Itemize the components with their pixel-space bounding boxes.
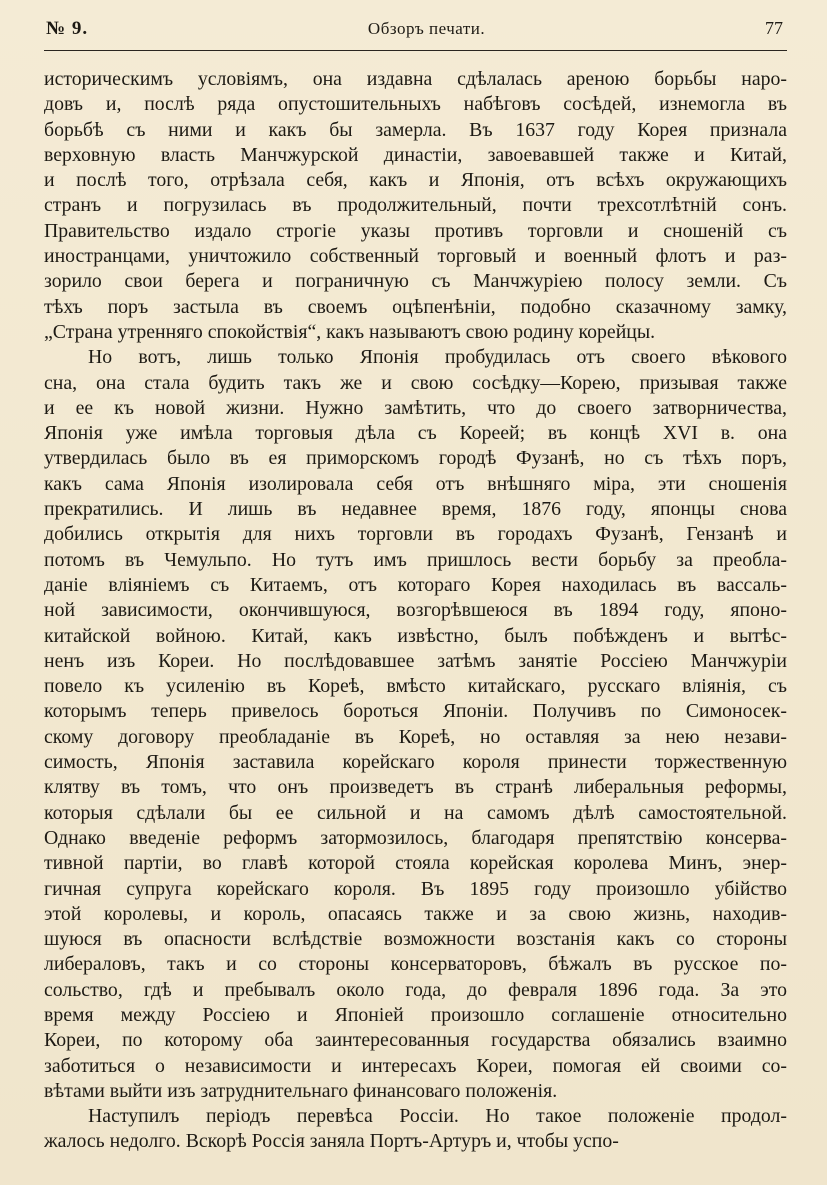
text-line: тѣхъ поръ застыла въ своемъ оцѣпенѣніи, подобно сказачному замку, (44, 295, 787, 318)
text-line: Японія уже имѣла торговыя дѣла съ Кореей; въ концѣ XVI в. она (44, 422, 787, 445)
text-line: потомъ въ Чемульпо. Но тутъ имъ пришлось вести борьбу за преобла- (44, 548, 787, 571)
text-line: даніе вліяніемъ съ Китаемъ, отъ котораго Корея находилась въ вассаль- (44, 573, 787, 596)
text-line: зорило свои берега и пограничную съ Манчжуріею полосу земли. Съ (44, 270, 787, 293)
text-line: странъ и погрузилась въ продолжительный, почти трехсотлѣтній сонъ. (44, 194, 787, 217)
text-line: Но вотъ, лишь только Японія пробудилась отъ своего вѣкового (88, 346, 787, 369)
text-line: симость, Японія заставила корейскаго короля принести торжественную (44, 751, 787, 774)
text-line: и ее къ новой жизни. Нужно замѣтить, что до своего затворничества, (44, 396, 787, 419)
text-line: ненъ изъ Кореи. Но послѣдовавшее затѣмъ занятіе Россіею Манчжуріи (44, 649, 787, 672)
text-line: Однако введеніе реформъ затормозилось, благодаря препятствію консерва- (44, 826, 787, 849)
text-line: иностранцами, уничтожило собственный торговый и военный флотъ и раз- (44, 245, 787, 268)
text-line: какъ сама Японія изолировала себя отъ внѣшняго міра, эти сношенія (44, 472, 787, 495)
page-number: 77 (764, 18, 783, 38)
text-line: борьбѣ съ ними и какъ бы замерла. Въ 1637 году Корея признала (44, 118, 787, 141)
running-header (44, 18, 787, 46)
text-line: тивной партіи, во главѣ которой стояла корейская королева Минъ, энер- (44, 852, 787, 875)
section-title: Обзоръ печати. (367, 19, 486, 38)
text-line: историческимъ условіямъ, она издавна сдѣлалась ареною борьбы наро- (44, 68, 787, 90)
text-line: ной зависимости, окончившуюся, возгорѣвшеюся въ 1894 году, японо- (44, 599, 787, 622)
header-rule (44, 50, 787, 51)
text-line: шуюся въ опасности вслѣдствіе возможности возстанія какъ со стороны (44, 928, 787, 951)
text-line: скому договору преобладаніе въ Кореѣ, но оставляя за нею незави- (44, 725, 787, 748)
paragraph (44, 1104, 787, 1155)
text-line: верховную власть Манчжурской династіи, завоевавшей также и Китай, (44, 143, 787, 166)
text-line: которымъ теперь привелось бороться Японіи. Получивъ по Симоносек- (44, 700, 787, 723)
text-line: и послѣ того, отрѣзала себя, какъ и Японія, отъ всѣхъ окружающихъ (44, 169, 787, 192)
text-line: гичная супруга корейскаго короля. Въ 1895 году произошло убійство (44, 877, 787, 900)
text-line: этой королевы, и король, опасаясь также и за свою жизнь, находив- (44, 902, 787, 925)
text-line: „Страна утренняго спокойствія“, какъ называютъ свою родину корейцы. (44, 320, 656, 343)
body-text (44, 67, 787, 1155)
text-line: сна, она стала будить такъ же и свою сосѣдку—Корею, призывая также (44, 371, 787, 394)
text-line: прекратились. И лишь въ недавнее время, 1876 году, японцы снова (44, 498, 787, 521)
text-line: повело къ усиленію въ Кореѣ, вмѣсто китайскаго, русскаго вліянія, съ (44, 675, 787, 698)
text-line: клятву въ томъ, что онъ произведетъ въ странѣ либеральныя реформы, (44, 776, 787, 799)
issue-number: № 9. (46, 18, 89, 39)
paragraph (44, 345, 787, 1104)
text-line: время между Россіею и Японіей произошло соглашеніе относительно (44, 1003, 787, 1026)
text-line: китайской войною. Китай, какъ извѣстно, былъ побѣжденъ и вытѣс- (44, 624, 787, 647)
paragraph (44, 67, 787, 345)
text-line: Кореи, по которому оба заинтересованныя государства обязались взаимно (44, 1029, 787, 1052)
text-line: вѣтами выйти изъ затруднительнаго финансоваго положенія. (44, 1079, 558, 1102)
text-line: жалось недолго. Вскорѣ Россія заняла Портъ-Артуръ и, чтобы успо- (44, 1130, 619, 1153)
text-line: заботиться о независимости и интересахъ Кореи, помогая ей своими со- (44, 1054, 787, 1077)
text-line: Наступилъ періодъ перевѣса Россіи. Но такое положеніе продол- (88, 1105, 787, 1128)
text-line: сольство, гдѣ и пребывалъ около года, до февраля 1896 года. За это (44, 978, 787, 1001)
text-line: либераловъ, такъ и со стороны консерваторовъ, бѣжалъ въ русское по- (44, 953, 787, 976)
text-line: Правительство издало строгіе указы противъ торговли и сношеній съ (44, 219, 787, 242)
text-line: добились открытія для нихъ торговли въ городахъ Фузанѣ, Гензанѣ и (44, 523, 787, 546)
text-line: которыя сдѣлали бы ее сильной и на самомъ дѣлѣ самостоятельной. (44, 801, 787, 824)
text-line: довъ и, послѣ ряда опустошительныхъ набѣговъ сосѣдей, изнемогла въ (44, 93, 787, 116)
text-line: утвердилась было въ ея приморскомъ городѣ Фузанѣ, но съ тѣхъ поръ, (44, 447, 787, 470)
